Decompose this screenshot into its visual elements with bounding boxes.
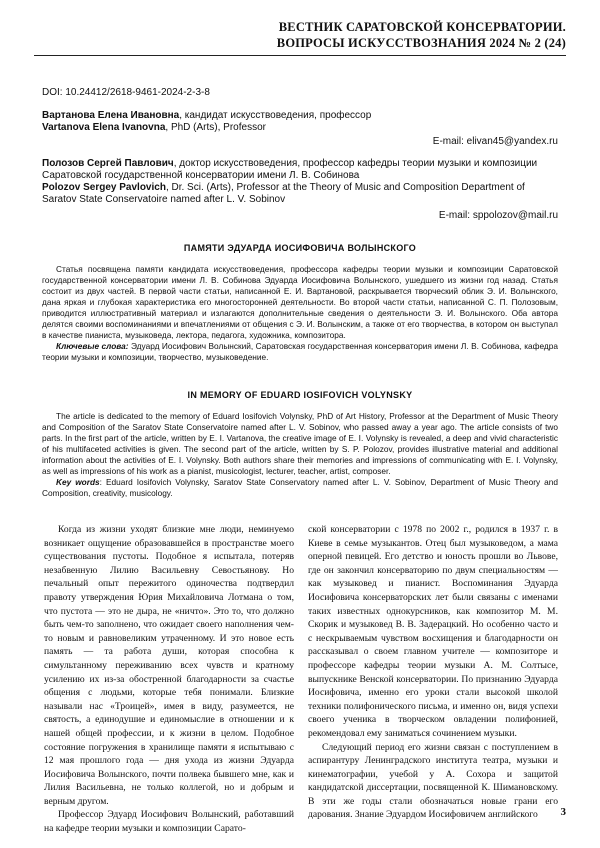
- author2-en-name: Polozov Sergey Pavlovich: [42, 182, 166, 193]
- body-paragraph: Следующий период его жизни связан с поступлением в аспирантуру Ленинградского института театра, музыки и кинематографии, учебой у А. Сохора и защитой кандидатской диссертации, посвященной К. Шимановскому. В эти же годы стали обозначаться новые грани его дарования. Знание Эдуардом Иосифовичем английского: [308, 741, 558, 821]
- author1-ru: [42, 110, 558, 122]
- author2-email[interactable]: E-mail: sppolozov@mail.ru: [438, 210, 558, 221]
- body-paragraph: Профессор Эдуард Иосифович Волынский, работавший на кафедре теории музыки и композиции Сарато-: [44, 809, 294, 835]
- author1-en-name: Vartanova Elena Ivanovna: [42, 122, 166, 133]
- author2-en-affiliation: , Dr. Sci. (Arts), Professor at the Theory of Music and Composition Department of Saratov State Conservatoire named after L. V. Sobinov: [42, 182, 525, 205]
- keywords-en-label: Key words: [56, 477, 100, 487]
- author2-en: [42, 182, 558, 206]
- abstract-ru: [42, 264, 558, 363]
- keywords-ru-label: Ключевые слова:: [56, 341, 129, 351]
- journal-title-line1: ВЕСТНИК САРАТОВСКОЙ КОНСЕРВАТОРИИ.: [278, 20, 566, 34]
- abstract-en: [42, 411, 558, 499]
- header-rule: [34, 55, 566, 56]
- author2-ru-affiliation: , доктор искусствоведения, профессор кафедры теории музыки и композиции Саратовской государственной консерватории имени Л. В. Собинова: [42, 158, 538, 181]
- author2-ru: [42, 158, 558, 182]
- author1-en-affiliation: , PhD (Arts), Professor: [165, 122, 266, 133]
- page-number: 3: [560, 806, 566, 818]
- journal-title-line2: ВОПРОСЫ ИСКУССТВОЗНАНИЯ 2024 № 2 (24): [276, 36, 566, 50]
- body-column-right: [308, 523, 558, 822]
- abstract-ru-text: Статья посвящена памяти кандидата искусствоведения, профессора кафедры теории музыки и композиции Саратовской государственной консерватории имени Л. В. Собинова Эдуарда Иосифовича Волынского, ушедшего из жизни год назад. Статья состоит из двух частей. В первой части статьи, написанной Е. И. Вартановой, раскрывается творческий облик Э. И. Волынского, дана яркая и глубокая характеристика его многосторонней деятельности. Во второй части статьи, написанной С. П. Полозовым, приводится иллюстративный материал и излагаются дополнительные сведения о деятельности Э. И. Волынского. Оба автора делятся своими воспоминаниями и впечатлениями от общения с Э. И. Волынским, а также от его творчества, в котором он выступал в качестве пианиста, музыковеда, лектора, педагога, художника, композитора.: [42, 264, 558, 340]
- article-title-en: IN MEMORY OF EDUARD IOSIFOVICH VOLYNSKY: [187, 390, 413, 400]
- author1-ru-affiliation: , кандидат искусствоведения, профессор: [179, 110, 372, 121]
- keywords-ru: [42, 341, 558, 363]
- keywords-en: [42, 477, 558, 499]
- body-paragraph: Когда из жизни уходят близкие мне люди, неминуемо возникает ощущение образовавшейся в пространстве моего существования пустоты. Подобное я испытала, потеряв незабвенную Лилию Васильевну Севостьянову. Но печальный опыт пережитого одиночества подтвердил правоту утверждения Юрия Михайловича Лотмана о том, что пустота — это не дыра, не «ничто». Это то, что должно быть чем-то заполнено, что ожидает своего наполнения чем-то новым и равновеликим утраченному. И это новое есть память — та работа души, которая способна к симультанному переживанию всех чувств и кратному усилению их из-за обостренной благодарности за счастье общения с людьми, которые тебя понимали. Близкие называли нас «Троицей», имея в виду, разумеется, не святость, а единодушие и единомыслие в отношении и к нашей общей профессии, и к жизни в целом. Подобное состояние погружения в хранилище памяти я испытываю с 12 мая прошлого года — дня ухода из жизни Эдуарда Иосифовича Волынского, почти полвека бывшего мне, как и Лилия Васильевна, не только коллегой, но и добрым и верным другом.: [44, 524, 294, 807]
- author2-block: [42, 158, 558, 206]
- author1-email[interactable]: E-mail: elivan45@yandex.ru: [432, 136, 558, 147]
- author1-ru-name: Вартанова Елена Ивановна: [42, 110, 180, 121]
- author1-en: [42, 122, 558, 134]
- author1-block: [42, 110, 558, 134]
- keywords-ru-text: Эдуард Иосифович Волынский, Саратовская государственная консерватория имени Л. В. Собинова, кафедра теории музыки и композиции, творчество, музыковедение.: [42, 341, 558, 362]
- abstract-en-text: The article is dedicated to the memory of Eduard Iosifovich Volynsky, PhD of Art History, Professor at the Department of Music Theory and Composition of the Saratov State Conservatoire named after L. V. Sobinov, who passed away a year ago. The article consists of two parts. In the first part of the article, written by E. I. Vartanova, the creative image of E. I. Volynsky is revealed, a deep and vivid characteristic of his multifaceted activities is given. The second part of the article, written by S. P. Polozov, provides illustrative material and additional information about the activities of E. I. Volynsky. Both authors share their memories and impressions of communicating with E. I. Volynsky, as well as impressions of his work as a pianist, musicologist, lecturer, teacher, artist, composer.: [42, 411, 558, 476]
- article-title-ru: ПАМЯТИ ЭДУАРДА ИОСИФОВИЧА ВОЛЫНСКОГО: [183, 243, 417, 253]
- running-header: [0, 0, 600, 64]
- body-column-left: [44, 523, 294, 836]
- doi: DOI: 10.24412/2618-9461-2024-2-3-8: [42, 87, 210, 98]
- keywords-en-text: : Eduard Iosifovich Volynsky, Saratov State Conservatory named after L. V. Sobinov, Department of Music Theory and Composition, creativity, musicology.: [42, 477, 558, 498]
- body-paragraph: ской консерватории с 1978 по 2002 г., родился в 1937 г. в Киеве в семье музыкантов. Отец был музыковедом, а мама оперной певицей. Его детство и юность прошли во Львове, где он закончил консерваторию по двум специальностям — как музыковед и пианист. Воспоминания Эдуарда Иосифовича консерваторских лет были связаны с именами таких известных однокурсников, как композитор М. М. Скорик и музыковед В. В. Задерацкий. Но особенно часто и с нескрываемым чувством восхищения и благодарности он рассказывал о своем главном учителе — композиторе и профессоре кафедры теории музыки А. М. Солтысе, выпускнике Венской консерватории. По признанию Эдуарда Иосифовича, именно его уроки стали высокой школой техники полифонического письма, и именно он, видя успехи своего ученика в творческом овладении полифонией, рекомендовал ему заниматься сочинением музыки.: [308, 524, 558, 739]
- author2-ru-name: Полозов Сергей Павлович: [42, 158, 174, 169]
